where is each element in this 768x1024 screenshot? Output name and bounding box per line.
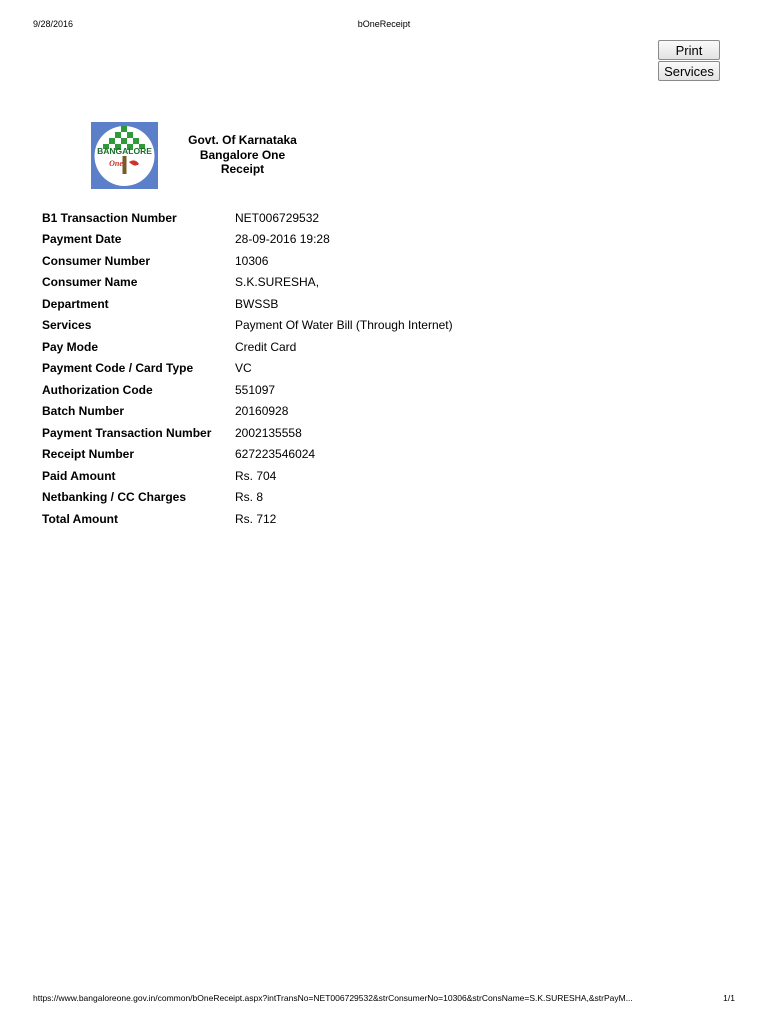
table-row <box>42 444 453 466</box>
print-header <box>33 19 735 33</box>
bangalore-one-logo <box>91 122 158 189</box>
receipt-details-table <box>42 207 453 530</box>
row-label: Netbanking / CC Charges <box>42 490 187 505</box>
row-value: Rs. 704 <box>235 468 277 483</box>
row-label: Department <box>42 296 109 311</box>
row-label: Consumer Number <box>42 253 151 268</box>
table-row <box>42 487 453 509</box>
row-value: NET006729532 <box>235 210 320 225</box>
table-row <box>42 422 453 444</box>
table-row <box>42 293 453 315</box>
row-label: Payment Transaction Number <box>42 425 212 440</box>
row-value: 551097 <box>235 382 276 397</box>
row-value: 20160928 <box>235 404 289 419</box>
page-number: 1/1 <box>723 993 735 1003</box>
table-row <box>42 336 453 358</box>
row-label: Payment Code / Card Type <box>42 361 194 376</box>
row-label: Payment Date <box>42 232 122 247</box>
row-label: Paid Amount <box>42 468 116 483</box>
heading-line-org: Bangalore One <box>199 147 286 162</box>
heading-line-receipt: Receipt <box>220 162 265 176</box>
print-date: 9/28/2016 <box>33 19 74 29</box>
heading-line-govt: Govt. Of Karnataka <box>188 133 297 147</box>
row-value: Rs. 712 <box>235 511 277 526</box>
row-value: Credit Card <box>235 339 297 354</box>
row-value: 10306 <box>235 253 269 268</box>
table-row <box>42 315 453 337</box>
receipt-heading <box>170 133 315 177</box>
table-row <box>42 272 453 294</box>
row-label: Services <box>42 318 92 333</box>
print-footer <box>33 993 735 1005</box>
table-row <box>42 379 453 401</box>
print-button[interactable]: Print <box>658 40 720 60</box>
logo-text-main: BANGALORE <box>97 146 152 156</box>
row-value: 2002135558 <box>235 425 302 440</box>
row-value: 627223546024 <box>235 447 316 462</box>
table-row <box>42 508 453 530</box>
row-value: Payment Of Water Bill (Through Internet) <box>235 318 453 333</box>
table-row <box>42 207 453 229</box>
logo-text-sub: One <box>109 159 123 168</box>
action-buttons <box>658 40 720 81</box>
row-label: Consumer Name <box>42 275 138 290</box>
row-label: Pay Mode <box>42 339 99 354</box>
row-value: S.K.SURESHA, <box>235 275 320 290</box>
row-value: BWSSB <box>235 296 279 311</box>
logo-graphic <box>91 122 158 189</box>
table-row <box>42 229 453 251</box>
row-value: Rs. 8 <box>235 490 264 505</box>
table-row <box>42 250 453 272</box>
row-label: Authorization Code <box>42 382 153 397</box>
row-value: 28-09-2016 19:28 <box>235 232 330 247</box>
table-row <box>42 358 453 380</box>
row-value: VC <box>235 361 252 376</box>
row-label: Receipt Number <box>42 447 135 462</box>
table-row <box>42 401 453 423</box>
row-label: Total Amount <box>42 511 118 526</box>
page-url: https://www.bangaloreone.gov.in/common/bOneReceipt.aspx?intTransNo=NET006729532&strConsumerNo=10306&strConsName=S.K.SURESHA,&strPayM... <box>33 993 633 1003</box>
row-label: B1 Transaction Number <box>42 210 177 225</box>
services-button[interactable]: Services <box>658 61 720 81</box>
row-label: Batch Number <box>42 404 125 419</box>
document-title: bOneReceipt <box>357 19 411 29</box>
table-row <box>42 465 453 487</box>
